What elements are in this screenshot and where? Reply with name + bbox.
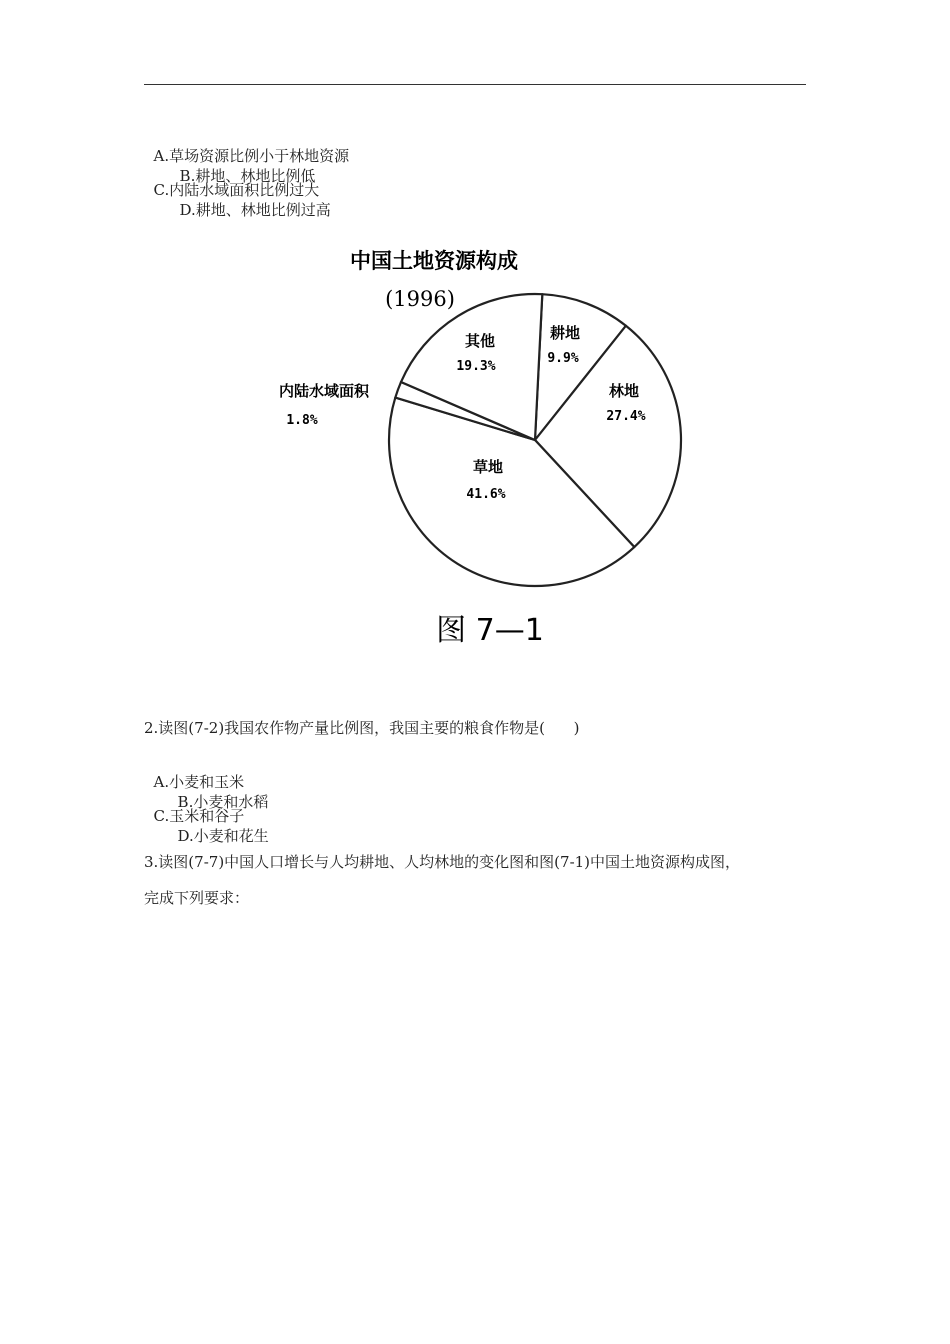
q2-stem: 2.读图(7-2)我国农作物产量比例图，我国主要的粮食作物是( )	[144, 719, 580, 737]
q1-options-row-2	[144, 160, 331, 220]
figure-caption: 图 7—1	[436, 613, 544, 648]
q3-stem-line-2: 完成下列要求：	[144, 889, 250, 907]
q1-option-c: C.内陆水域面积比例过大	[153, 181, 320, 199]
land-resource-pie-figure	[260, 236, 700, 656]
pie-slice-value-1: 9.9%	[547, 351, 579, 366]
q2-options-row-2	[144, 786, 269, 846]
pie-slice-label-1: 耕地	[549, 324, 581, 342]
pie-slice-label-2: 林地	[608, 382, 640, 400]
pie-slice-value-5: 19.3%	[456, 359, 496, 374]
pie-slice-label-4: 内陆水域面积	[278, 382, 370, 400]
q1-option-b: B.耕地、林地比例低	[179, 167, 316, 185]
q2-option-d: D.小麦和花生	[177, 827, 269, 845]
pie-slices	[389, 294, 681, 586]
chart-subtitle: (1996)	[385, 287, 455, 311]
pie-chart-svg	[260, 236, 700, 656]
pie-slice-label-5: 其他	[464, 332, 496, 350]
pie-slice-value-2: 27.4%	[606, 409, 646, 424]
q1-option-a: A.草场资源比例小于林地资源	[153, 147, 350, 165]
pie-slice-value-3: 41.6%	[466, 487, 506, 502]
q2-option-c: C.玉米和谷子	[153, 807, 245, 825]
chart-title: 中国土地资源构成	[350, 249, 518, 273]
header-rule	[144, 84, 806, 85]
q3-stem-line-1: 3.读图(7-7)中国人口增长与人均耕地、人均林地的变化图和图(7-1)中国土地资源构成图，	[144, 853, 741, 871]
pie-slice-value-4: 1.8%	[286, 413, 318, 428]
q2-option-b: B.小麦和水稻	[177, 793, 269, 811]
q1-option-d: D.耕地、林地比例过高	[179, 201, 331, 219]
q2-option-a: A.小麦和玉米	[153, 773, 245, 791]
pie-slice-label-3: 草地	[472, 458, 504, 476]
